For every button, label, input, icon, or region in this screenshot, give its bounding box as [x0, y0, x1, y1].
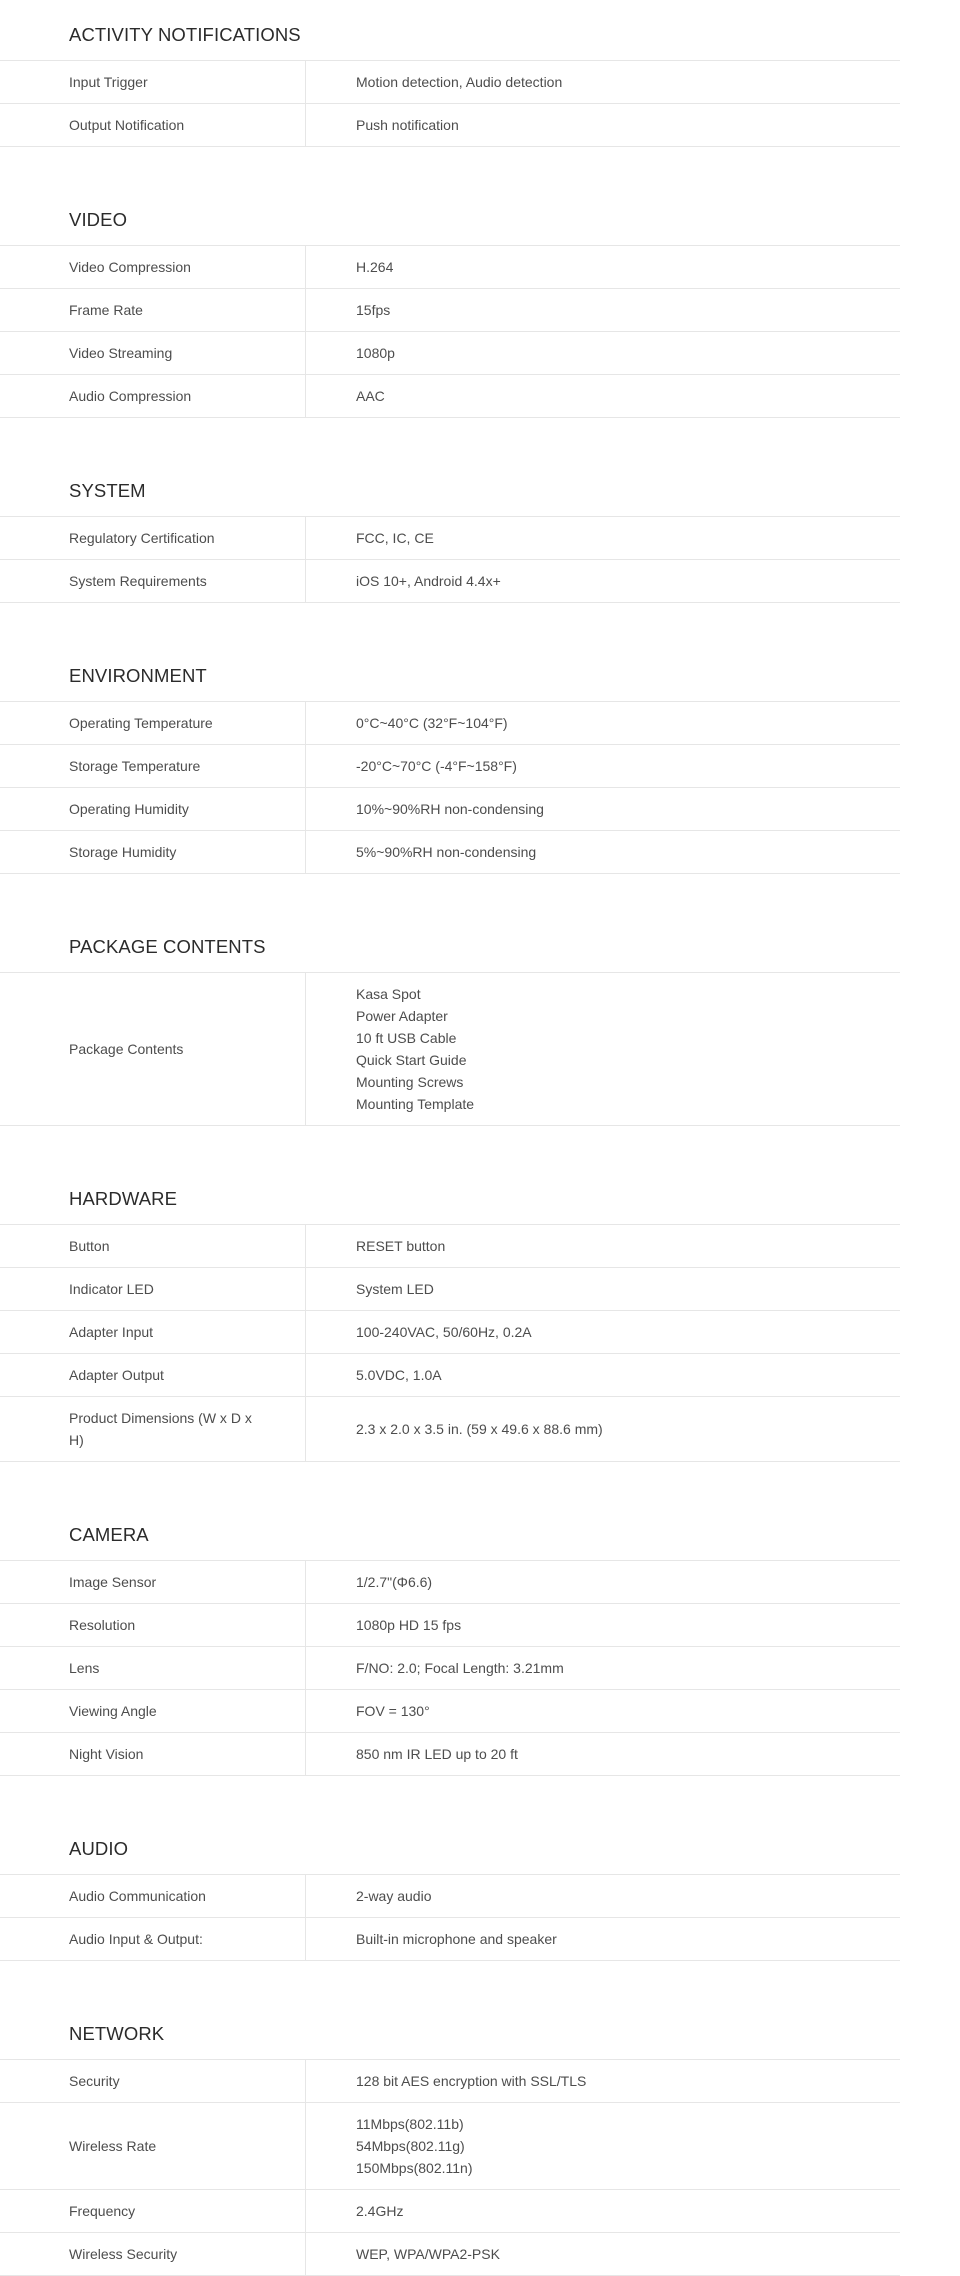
spec-label: Image Sensor — [0, 1561, 306, 1603]
spec-value — [306, 788, 900, 830]
spec-value-line: H.264 — [356, 259, 394, 275]
spec-value-line: Mounting Screws — [356, 1074, 464, 1090]
section-title: VIDEO — [69, 209, 128, 230]
spec-value — [306, 2103, 900, 2189]
spec-value-line: FCC, IC, CE — [356, 530, 434, 546]
section-title: ENVIRONMENT — [69, 665, 207, 686]
spec-value-line: 1080p — [356, 345, 395, 361]
spec-label: System Requirements — [0, 560, 306, 602]
spec-row — [0, 1268, 900, 1311]
spec-value — [306, 1268, 900, 1310]
spec-value-line: Power Adapter — [356, 1008, 448, 1024]
spec-value-line: F/NO: 2.0; Focal Length: 3.21mm — [356, 1660, 564, 1676]
spec-value — [306, 61, 900, 103]
spec-row — [0, 2190, 900, 2233]
spec-value — [306, 702, 900, 744]
spec-row — [0, 104, 900, 147]
spec-label: Button — [0, 1225, 306, 1267]
spec-label: Output Notification — [0, 104, 306, 146]
spec-value — [306, 1311, 900, 1353]
spec-value-line: iOS 10+, Android 4.4x+ — [356, 573, 501, 589]
spec-table — [0, 972, 900, 1126]
spec-value-line: Quick Start Guide — [356, 1052, 467, 1068]
spec-value-line: 15fps — [356, 302, 391, 318]
spec-row — [0, 1604, 900, 1647]
spec-row — [0, 1397, 900, 1462]
spec-label: Package Contents — [0, 973, 306, 1125]
spec-row — [0, 1733, 900, 1776]
spec-label: Audio Compression — [0, 375, 306, 417]
spec-value — [306, 246, 900, 288]
spec-value-line: 2.3 x 2.0 x 3.5 in. (59 x 49.6 x 88.6 mm) — [356, 1421, 603, 1437]
spec-value-line: 850 nm IR LED up to 20 ft — [356, 1746, 518, 1762]
spec-value — [306, 2233, 900, 2275]
spec-row — [0, 246, 900, 289]
spec-row — [0, 332, 900, 375]
section-title: PACKAGE CONTENTS — [69, 936, 266, 957]
spec-label: Product Dimensions (W x D x H) — [0, 1397, 306, 1461]
spec-row — [0, 2233, 900, 2276]
spec-label: Frame Rate — [0, 289, 306, 331]
spec-section-network — [0, 1999, 900, 2276]
spec-row — [0, 1561, 900, 1604]
spec-label: Viewing Angle — [0, 1690, 306, 1732]
spec-row — [0, 1354, 900, 1397]
spec-label: Operating Temperature — [0, 702, 306, 744]
spec-table — [0, 2059, 900, 2276]
spec-value-line: 150Mbps(802.11n) — [356, 2160, 473, 2176]
spec-value-line: RESET button — [356, 1238, 446, 1254]
spec-label: Video Streaming — [0, 332, 306, 374]
spec-label: Frequency — [0, 2190, 306, 2232]
spec-section-video — [0, 185, 900, 418]
spec-row — [0, 517, 900, 560]
spec-row — [0, 560, 900, 603]
spec-value — [306, 1604, 900, 1646]
spec-row — [0, 1690, 900, 1733]
spec-value — [306, 289, 900, 331]
section-title: CAMERA — [69, 1524, 149, 1545]
spec-value — [306, 1875, 900, 1917]
spec-value — [306, 745, 900, 787]
spec-label: Audio Input & Output: — [0, 1918, 306, 1960]
spec-label: Resolution — [0, 1604, 306, 1646]
spec-value-line: 128 bit AES encryption with SSL/TLS — [356, 2073, 587, 2089]
spec-row — [0, 2103, 900, 2190]
spec-value-line: 2.4GHz — [356, 2203, 404, 2219]
spec-row — [0, 973, 900, 1126]
spec-value-line: 5%~90%RH non-condensing — [356, 844, 537, 860]
spec-value — [306, 1397, 900, 1461]
spec-value-line: Push notification — [356, 117, 459, 133]
spec-value-line: Kasa Spot — [356, 986, 421, 1002]
spec-value-line: AAC — [356, 388, 385, 404]
spec-section-system — [0, 456, 900, 603]
spec-value-line: 11Mbps(802.11b) — [356, 2116, 464, 2132]
spec-value-line: 10 ft USB Cable — [356, 1030, 457, 1046]
spec-value-line: FOV = 130° — [356, 1703, 430, 1719]
spec-row — [0, 1225, 900, 1268]
spec-table — [0, 245, 900, 418]
section-title: HARDWARE — [69, 1188, 178, 1209]
spec-value-line: 54Mbps(802.11g) — [356, 2138, 465, 2154]
spec-section-hardware — [0, 1164, 900, 1462]
spec-label: Lens — [0, 1647, 306, 1689]
spec-value — [306, 332, 900, 374]
spec-value-line: WEP, WPA/WPA2-PSK — [356, 2246, 500, 2262]
spec-table — [0, 1560, 900, 1776]
spec-value-line: Motion detection, Audio detection — [356, 74, 563, 90]
spec-value-line: 1080p HD 15 fps — [356, 1617, 462, 1633]
spec-row — [0, 788, 900, 831]
section-title: NETWORK — [69, 2023, 165, 2044]
spec-row — [0, 2060, 900, 2103]
spec-label: Operating Humidity — [0, 788, 306, 830]
spec-table — [0, 701, 900, 874]
spec-row — [0, 1875, 900, 1918]
spec-label: Video Compression — [0, 246, 306, 288]
spec-value — [306, 1225, 900, 1267]
spec-value — [306, 1354, 900, 1396]
spec-section-activity-notifications — [0, 0, 900, 147]
spec-value — [306, 1733, 900, 1775]
spec-row — [0, 702, 900, 745]
spec-value-line: 2-way audio — [356, 1888, 432, 1904]
spec-value-line: Built-in microphone and speaker — [356, 1931, 557, 1947]
spec-label: Wireless Rate — [0, 2103, 306, 2189]
spec-value — [306, 517, 900, 559]
spec-row — [0, 289, 900, 332]
spec-value-line: 0°C~40°C (32°F~104°F) — [356, 715, 508, 731]
spec-label: Adapter Input — [0, 1311, 306, 1353]
spec-section-audio — [0, 1814, 900, 1961]
spec-row — [0, 1311, 900, 1354]
spec-row — [0, 1918, 900, 1961]
spec-table — [0, 60, 900, 147]
spec-value-line: 5.0VDC, 1.0A — [356, 1367, 442, 1383]
spec-label: Security — [0, 2060, 306, 2102]
spec-value-line: 1/2.7"(Φ6.6) — [356, 1574, 433, 1590]
spec-value-line: System LED — [356, 1281, 434, 1297]
spec-value — [306, 1561, 900, 1603]
spec-label: Indicator LED — [0, 1268, 306, 1310]
spec-value-line: 100-240VAC, 50/60Hz, 0.2A — [356, 1324, 532, 1340]
spec-value-line: -20°C~70°C (-4°F~158°F) — [356, 758, 517, 774]
section-title: AUDIO — [69, 1838, 129, 1859]
spec-section-package-contents — [0, 912, 900, 1126]
spec-row — [0, 831, 900, 874]
section-title: ACTIVITY NOTIFICATIONS — [69, 24, 301, 45]
spec-value — [306, 560, 900, 602]
spec-value-line: Mounting Template — [356, 1096, 475, 1112]
spec-table — [0, 1874, 900, 1961]
spec-value — [306, 1647, 900, 1689]
spec-row — [0, 1647, 900, 1690]
spec-label: Audio Communication — [0, 1875, 306, 1917]
spec-row — [0, 61, 900, 104]
spec-table — [0, 516, 900, 603]
spec-value — [306, 375, 900, 417]
spec-label: Storage Temperature — [0, 745, 306, 787]
spec-label: Storage Humidity — [0, 831, 306, 873]
spec-value — [306, 104, 900, 146]
spec-value-line: 10%~90%RH non-condensing — [356, 801, 544, 817]
spec-value — [306, 2190, 900, 2232]
spec-table — [0, 1224, 900, 1462]
spec-row — [0, 375, 900, 418]
spec-value — [306, 973, 900, 1125]
section-title: SYSTEM — [69, 480, 146, 501]
spec-label: Input Trigger — [0, 61, 306, 103]
spec-row — [0, 745, 900, 788]
spec-label: Regulatory Certification — [0, 517, 306, 559]
spec-value — [306, 2060, 900, 2102]
spec-value — [306, 831, 900, 873]
spec-label: Night Vision — [0, 1733, 306, 1775]
spec-section-environment — [0, 641, 900, 874]
spec-label: Wireless Security — [0, 2233, 306, 2275]
spec-label: Adapter Output — [0, 1354, 306, 1396]
spec-value — [306, 1918, 900, 1960]
spec-value — [306, 1690, 900, 1732]
spec-section-camera — [0, 1500, 900, 1776]
